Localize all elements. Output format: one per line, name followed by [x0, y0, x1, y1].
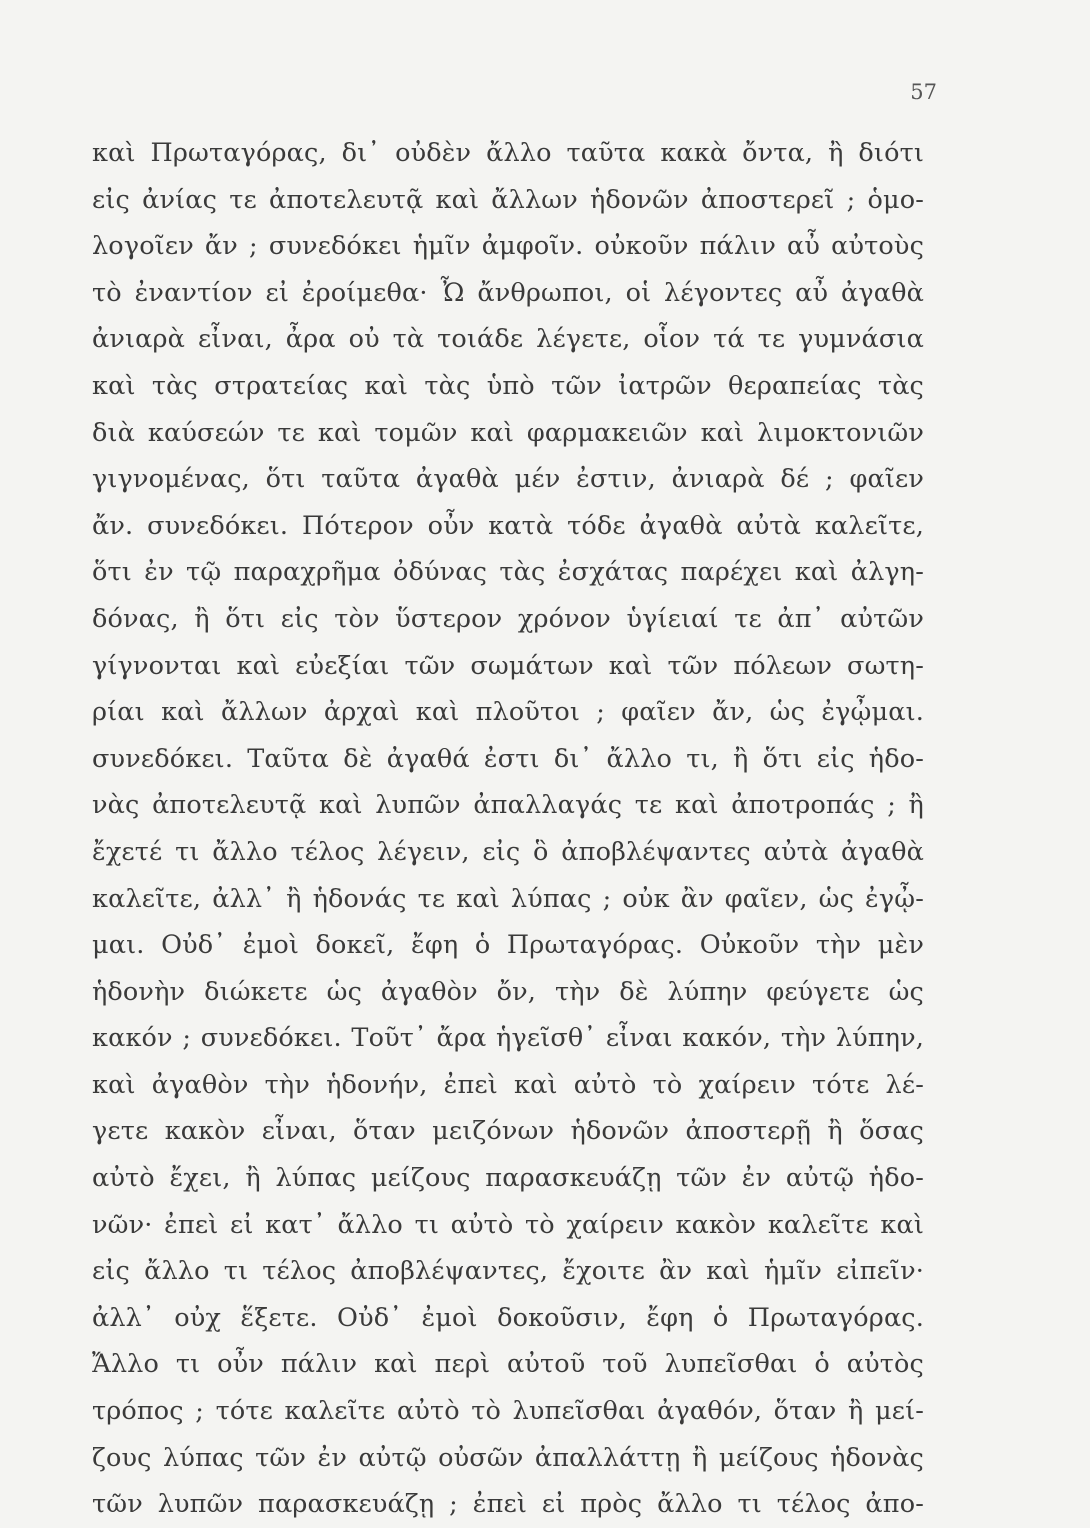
text-line: εἰς ἀνίας τε ἀποτελευτᾷ καὶ ἄλλων ἡδονῶν ἀποστερεῖ ; ὁμο- — [92, 184, 924, 215]
text-line: ὅτι ἐν τῷ παραχρῆμα ὀδύνας τὰς ἐσχάτας παρέχει καὶ ἀλγη- — [92, 557, 924, 588]
text-line: καὶ Πρωταγόρας, δι᾽ οὐδὲν ἄλλο ταῦτα κακὰ ὄντα, ἢ διότι — [92, 138, 924, 168]
text-line: καὶ τὰς στρατείας καὶ τὰς ὑπὸ τῶν ἰατρῶν θεραπείας τὰς — [92, 370, 924, 401]
text-line: ἀνιαρὰ εἶναι, ἆρα οὐ τὰ τοιάδε λέγετε, οἷον τά τε γυμνάσια — [92, 324, 924, 355]
text-line: μαι. Οὐδ᾽ ἐμοὶ δοκεῖ, ἔφη ὁ Πρωταγόρας. Οὐκοῦν τὴν μὲν — [92, 930, 924, 961]
text-line: ζους λύπας τῶν ἐν αὐτῷ οὐσῶν ἀπαλλάττῃ ἢ μείζους ἡδονὰς — [92, 1442, 924, 1473]
text-line: ἄν. συνεδόκει. Πότερον οὖν κατὰ τόδε ἀγαθὰ αὐτὰ καλεῖτε, — [92, 510, 924, 541]
text-line: τῶν λυπῶν παρασκευάζῃ ; ἐπεὶ εἰ πρὸς ἄλλο τι τέλος ἀπο- — [92, 1489, 924, 1520]
text-line: γιγνομένας, ὅτι ταῦτα ἀγαθὰ μέν ἐστιν, ἀνιαρὰ δέ ; φαῖεν — [92, 464, 924, 495]
text-line: νὰς ἀποτελευτᾷ καὶ λυπῶν ἀπαλλαγάς τε καὶ ἀποτροπάς ; ἢ — [92, 790, 924, 821]
greek-text-body — [92, 130, 924, 1528]
text-line: δόνας, ἢ ὅτι εἰς τὸν ὕστερον χρόνον ὑγίειαί τε ἀπ᾽ αὐτῶν — [92, 603, 924, 634]
text-line: γετε κακὸν εἶναι, ὅταν μειζόνων ἡδονῶν ἀποστερῇ ἢ ὅσας — [92, 1116, 924, 1147]
text-line: ἡδονὴν διώκετε ὡς ἀγαθὸν ὄν, τὴν δὲ λύπην φεύγετε ὡς — [92, 976, 924, 1007]
text-line: κακόν ; συνεδόκει. Τοῦτ᾽ ἄρα ἡγεῖσθ᾽ εἶναι κακόν, τὴν λύπην, — [92, 1023, 924, 1054]
text-line: τρόπος ; τότε καλεῖτε αὐτὸ τὸ λυπεῖσθαι ἀγαθόν, ὅταν ἢ μεί- — [92, 1396, 924, 1427]
text-line: συνεδόκει. Ταῦτα δὲ ἀγαθά ἐστι δι᾽ ἄλλο τι, ἢ ὅτι εἰς ἡδο- — [92, 743, 924, 774]
text-line: νῶν· ἐπεὶ εἰ κατ᾽ ἄλλο τι αὐτὸ τὸ χαίρειν κακὸν καλεῖτε καὶ — [92, 1209, 924, 1240]
text-line: καὶ ἀγαθὸν τὴν ἡδονήν, ἐπεὶ καὶ αὐτὸ τὸ χαίρειν τότε λέ- — [92, 1069, 924, 1100]
text-line: εἰς ἄλλο τι τέλος ἀποβλέψαντες, ἔχοιτε ἂν καὶ ἡμῖν εἰπεῖν· — [92, 1256, 924, 1287]
page-number: 57 — [910, 80, 937, 104]
text-line: ἀλλ᾽ οὐχ ἕξετε. Οὐδ᾽ ἐμοὶ δοκοῦσιν, ἔφη ὁ Πρωταγόρας. — [92, 1302, 924, 1333]
text-line: αὐτὸ ἔχει, ἢ λύπας μείζους παρασκευάζῃ τῶν ἐν αὐτῷ ἡδο- — [92, 1163, 924, 1194]
text-line: γίγνονται καὶ εὐεξίαι τῶν σωμάτων καὶ τῶν πόλεων σωτη- — [92, 650, 924, 681]
text-line: ρίαι καὶ ἄλλων ἀρχαὶ καὶ πλοῦτοι ; φαῖεν ἄν, ὡς ἐγᾦμαι. — [92, 697, 924, 728]
text-line: τὸ ἐναντίον εἰ ἐροίμεθα· Ὦ ἄνθρωποι, οἱ λέγοντες αὖ ἀγαθὰ — [92, 277, 924, 308]
text-line: Ἄλλο τι οὖν πάλιν καὶ περὶ αὐτοῦ τοῦ λυπεῖσθαι ὁ αὐτὸς — [92, 1349, 924, 1380]
text-line: καλεῖτε, ἀλλ᾽ ἢ ἡδονάς τε καὶ λύπας ; οὐκ ἂν φαῖεν, ὡς ἐγᾦ- — [92, 883, 924, 914]
text-line: λογοῖεν ἄν ; συνεδόκει ἡμῖν ἀμφοῖν. οὐκοῦν πάλιν αὖ αὐτοὺς — [92, 231, 924, 262]
text-line: διὰ καύσεών τε καὶ τομῶν καὶ φαρμακειῶν καὶ λιμοκτονιῶν — [92, 417, 924, 448]
text-line: ἔχετέ τι ἄλλο τέλος λέγειν, εἰς ὃ ἀποβλέψαντες αὐτὰ ἀγαθὰ — [92, 836, 924, 867]
